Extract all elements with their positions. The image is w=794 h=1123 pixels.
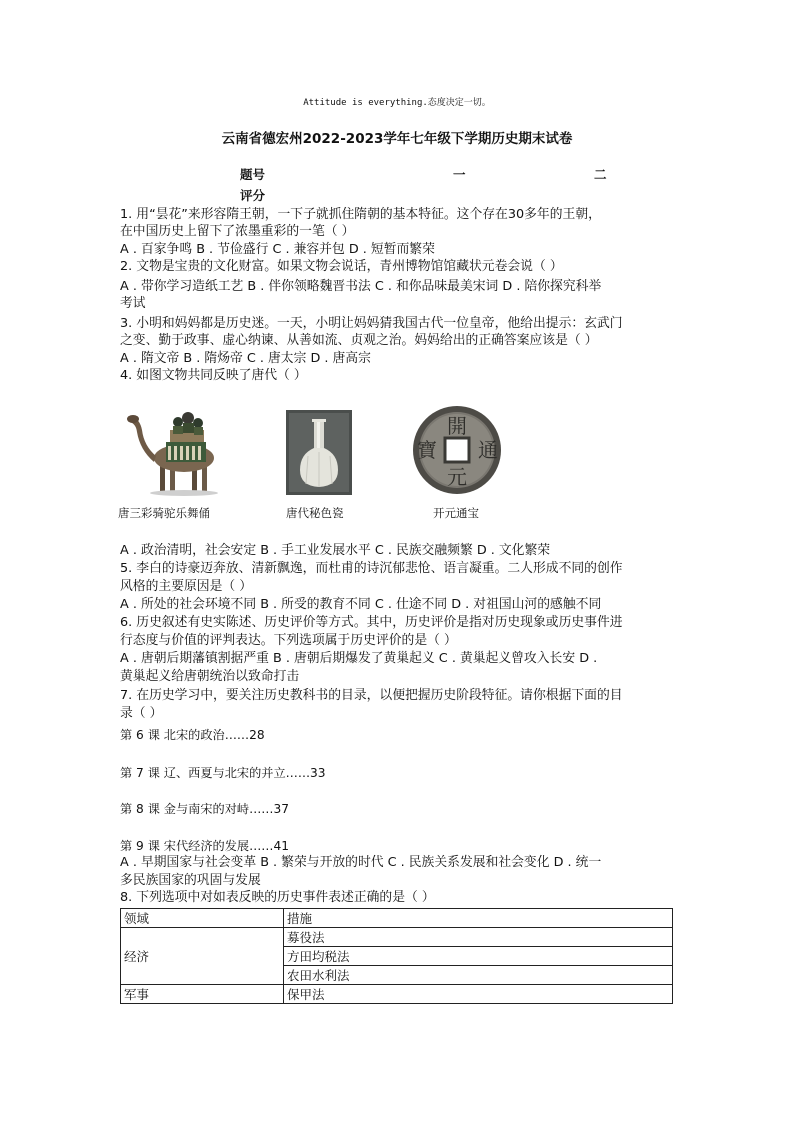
coin-character-bottom: 元	[447, 465, 467, 489]
question-6-options-2: 黄巢起义给唐朝统治以致命打击	[120, 669, 300, 684]
coin-character-right: 通	[478, 438, 498, 462]
caption-porcelain: 唐代秘色瓷	[286, 506, 344, 520]
question-2-options-2: 考试	[120, 296, 146, 311]
question-4-options: A . 政治清明，社会安定 B . 手工业发展水平 C . 民族交融频繁 D . 文化繁荣	[120, 543, 551, 558]
table-row	[121, 928, 673, 947]
question-5-options: A . 所处的社会环境不同 B . 所受的教育不同 C . 仕途不同 D . 对祖国山河的感触不同	[120, 597, 602, 612]
question-1-options: A . 百家争鸣 B . 节俭盛行 C . 兼容并包 D . 短暂而繁荣	[120, 242, 435, 257]
question-2-options-1: A . 带你学习造纸工艺 B . 伴你领略魏晋书法 C . 和你品味最美宋词 D . 陪你探究科举	[120, 279, 602, 294]
tang-camel-figurine-image	[126, 402, 224, 497]
caption-coin: 开元通宝	[433, 506, 479, 520]
question-6-line-1: 6. 历史叙述有史实陈述、历史评价等方式。其中，历史评价是指对历史现象或历史事件进	[120, 615, 623, 630]
reform-measures-table	[120, 908, 673, 1004]
question-3-options: A . 隋文帝 B . 隋炀帝 C . 唐太宗 D . 唐高宗	[120, 351, 371, 366]
secret-color-porcelain-image	[286, 410, 352, 495]
table-cell-economy: 经济	[121, 928, 284, 985]
table-cell-measure: 募役法	[284, 928, 673, 947]
question-8-line-1: 8. 下列选项中对如表反映的历史事件表述正确的是（ ）	[120, 890, 435, 905]
question-7-options-1: A . 早期国家与社会变革 B . 繁荣与开放的时代 C . 民族关系发展和社会变化 D . 统一	[120, 855, 602, 870]
score-table-score-label: 评分	[240, 188, 266, 203]
toc-item-lesson-9: 第 9 课 宋代经济的发展……41	[120, 839, 289, 853]
toc-item-lesson-8: 第 8 课 金与南宋的对峙……37	[120, 802, 289, 816]
table-cell-measure: 方田均税法	[284, 947, 673, 966]
table-header-field: 领域	[121, 909, 284, 928]
question-7-options-2: 多民族国家的巩固与发展	[120, 873, 261, 888]
question-7-line-1: 7. 在历史学习中，要关注历史教科书的目录，以便把握历史阶段特征。请你根据下面的目	[120, 688, 623, 703]
question-1-line-2: 在中国历史上留下了浓墨重彩的一笔（ ）	[120, 224, 355, 239]
toc-item-lesson-7: 第 7 课 辽、西夏与北宋的并立……33	[120, 766, 326, 780]
coin-character-left: 寶	[417, 438, 437, 462]
question-2-line-1: 2. 文物是宝贵的文化财富。如果文物会说话，青州博物馆馆藏状元卷会说（ ）	[120, 259, 563, 274]
question-3-line-2: 之变、勤于政事、虚心纳谏、从善如流、贞观之治。妈妈给出的正确答案应该是（ ）	[120, 333, 598, 348]
header-motto: Attitude is everything.态度决定一切。	[303, 98, 491, 108]
question-5-line-2: 风格的主要原因是（ ）	[120, 579, 253, 594]
toc-item-lesson-6: 第 6 课 北宋的政治……28	[120, 728, 265, 742]
question-7-line-2: 录（ ）	[120, 706, 163, 721]
caption-camel-figurine: 唐三彩骑驼乐舞俑	[118, 506, 210, 520]
table-cell-measure: 保甲法	[284, 985, 673, 1004]
table-header-measure: 措施	[284, 909, 673, 928]
coin-character-top: 開	[447, 414, 467, 438]
question-3-line-1: 3. 小明和妈妈都是历史迷。一天，小明让妈妈猜我国古代一位皇帝，他给出提示：玄武门	[120, 316, 623, 331]
question-6-line-2: 行态度与价值的评判表达。下列选项属于历史评价的是（ ）	[120, 633, 457, 648]
question-5-line-1: 5. 李白的诗豪迈奔放、清新飘逸，而杜甫的诗沉郁悲怆、语言凝重。二人形成不同的创作	[120, 561, 623, 576]
question-4-line-1: 4. 如图文物共同反映了唐代（ ）	[120, 368, 307, 383]
score-table-section-2: 二	[594, 167, 607, 182]
score-table-section-1: 一	[453, 167, 466, 182]
score-table-heading: 题号	[240, 167, 266, 182]
question-1-line-1: 1. 用“昙花”来形容隋王朝，一下子就抓住隋朝的基本特征。这个存在30多年的王朝，	[120, 207, 601, 222]
table-row	[121, 985, 673, 1004]
kaiyuan-tongbao-coin-image	[411, 404, 503, 496]
question-6-options-1: A . 唐朝后期藩镇割据严重 B . 唐朝后期爆发了黄巢起义 C . 黄巢起义曾攻入长安 D .	[120, 651, 598, 666]
exam-title: 云南省德宏州2022-2023学年七年级下学期历史期末试卷	[221, 131, 573, 147]
table-cell-measure: 农田水利法	[284, 966, 673, 985]
table-cell-military: 军事	[121, 985, 284, 1004]
table-row	[121, 909, 673, 928]
